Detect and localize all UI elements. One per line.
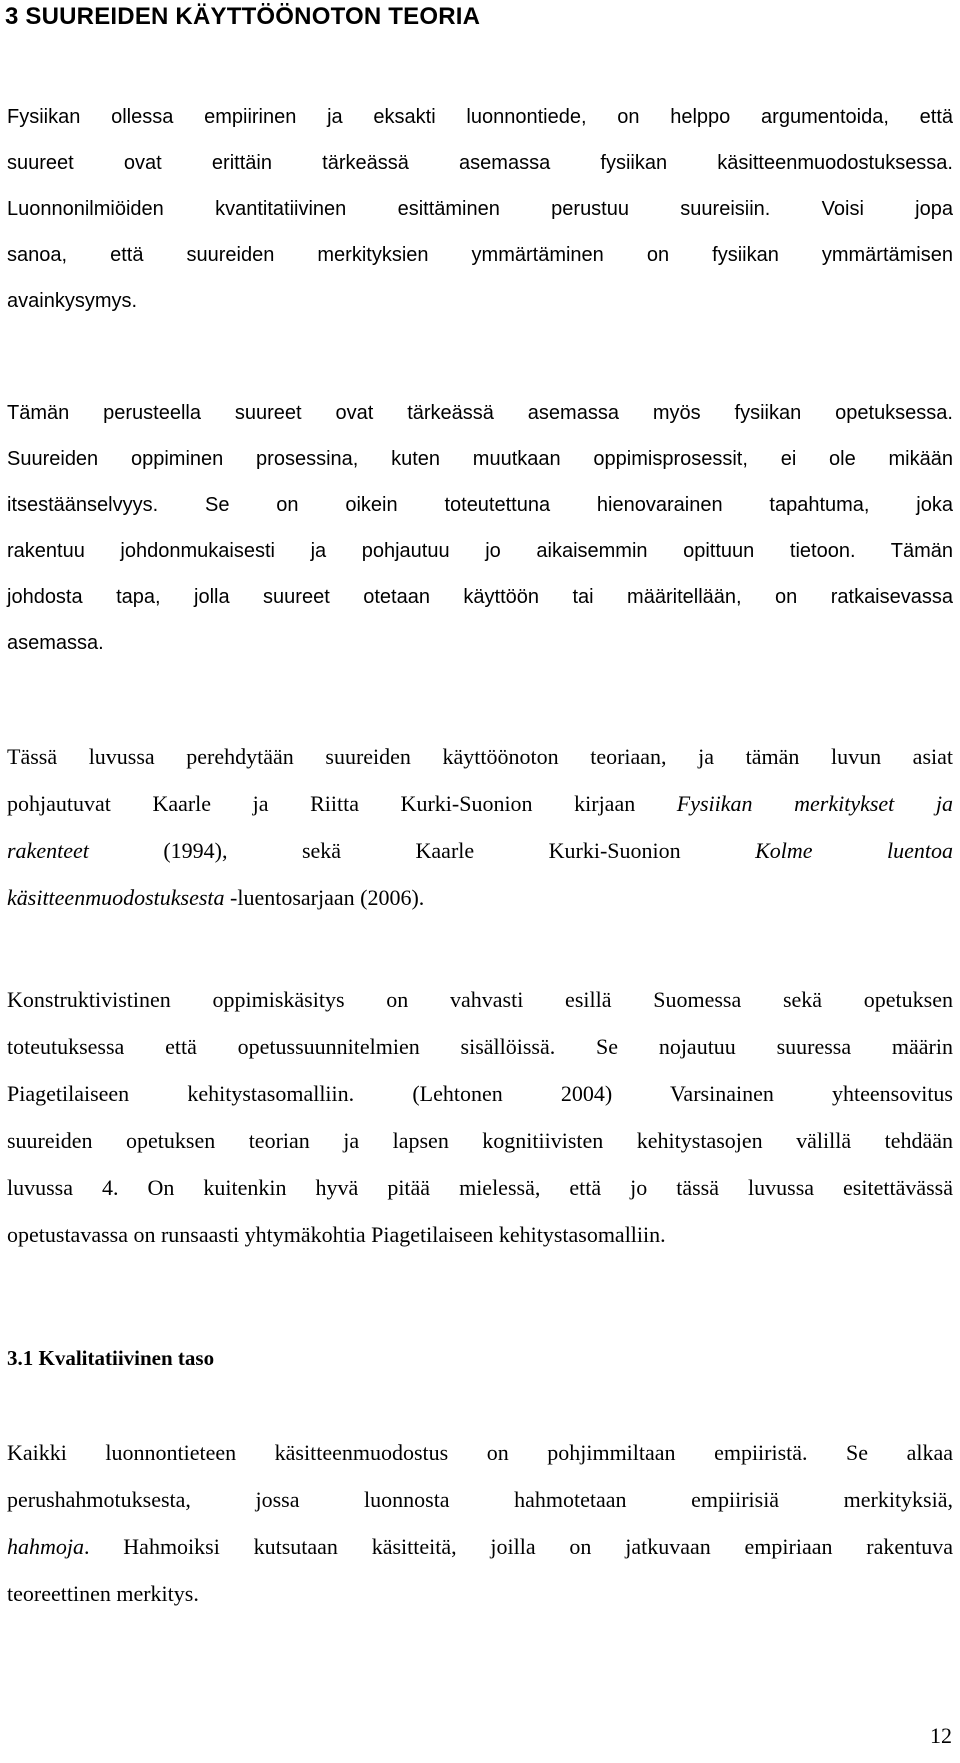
section-heading: 3.1 Kvalitatiivinen taso — [7, 1346, 215, 1370]
text-run: (1994), sekä Kaarle Kurki-Suonion — [163, 838, 681, 863]
paragraph-line: avainkysymys. — [7, 290, 138, 312]
paragraph-line: Fysiikan ollessa empiirinen ja eksakti luonnontiede, on helppo argumentoida, että — [7, 106, 953, 128]
text-run: . Hahmoiksi kutsutaan käsitteitä, joilla on jatkuvaan empiriaan rakentuva — [84, 1534, 953, 1559]
paragraph-line: itsestäänselvyys. Se on oikein toteutettuna hienovarainen tapahtuma, joka — [7, 494, 953, 516]
paragraph-qualitative — [7, 1429, 953, 1617]
paragraph-constructivism — [7, 976, 953, 1258]
paragraph-line: suureiden opetuksen teorian ja lapsen kognitiivisten kehitystasojen välillä tehdään — [7, 1128, 953, 1153]
paragraph-line — [7, 874, 953, 921]
paragraph-line: asemassa. — [7, 632, 104, 654]
paragraph-line: opetustavassa on runsaasti yhtymäkohtia Piagetilaiseen kehitystasomalliin. — [7, 1222, 666, 1247]
paragraph-line — [7, 1523, 953, 1570]
paragraph-line: Konstruktivistinen oppimiskäsitys on vahvasti esillä Suomessa sekä opetuksen — [7, 987, 953, 1012]
paragraph-teaching — [7, 390, 953, 666]
book-title-italic: Fysiikan merkitykset ja — [676, 791, 953, 816]
paragraph-line: perushahmotuksesta, jossa luonnosta hahmotetaan empiirisiä merkityksiä, — [7, 1487, 953, 1512]
paragraph-line — [7, 827, 953, 874]
paragraph-line: luvussa 4. On kuitenkin hyvä pitää mielessä, että jo tässä luvussa esitettävässä — [7, 1175, 953, 1200]
paragraph-line: Tässä luvussa perehdytään suureiden käyttöönoton teoriaan, ja tämän luvun asiat — [7, 744, 953, 769]
paragraph-line: suureet ovat erittäin tärkeässä asemassa fysiikan käsitteenmuodostuksessa. — [7, 152, 953, 174]
paragraph-line: Kaikki luonnontieteen käsitteenmuodostus on pohjimmiltaan empiiristä. Se alkaa — [7, 1440, 953, 1465]
paragraph-line: Luonnonilmiöiden kvantitatiivinen esittäminen perustuu suureisiin. Voisi jopa — [7, 198, 953, 220]
paragraph-line: Tämän perusteella suureet ovat tärkeässä asemassa myös fysiikan opetuksessa. — [7, 402, 953, 424]
text-run: -luentosarjaan (2006). — [230, 885, 425, 910]
lecture-title-italic: käsitteenmuodostuksesta — [7, 885, 225, 910]
paragraph-line — [7, 780, 953, 827]
lecture-title-italic: Kolme luentoa — [755, 838, 954, 863]
paragraph-line: Piagetilaiseen kehitystasomalliin. (Lehtonen 2004) Varsinainen yhteensovitus — [7, 1081, 953, 1106]
paragraph-sources — [7, 733, 953, 921]
paragraph-line: rakentuu johdonmukaisesti ja pohjautuu jo aikaisemmin opittuun tietoon. Tämän — [7, 540, 953, 562]
paragraph-line: Suureiden oppiminen prosessina, kuten muutkaan oppimisprosessit, ei ole mikään — [7, 448, 953, 470]
paragraph-line: teoreettinen merkitys. — [7, 1581, 199, 1606]
page-number: 12 — [930, 1723, 952, 1748]
paragraph-line: johdosta tapa, jolla suureet otetaan käyttöön tai määritellään, on ratkaisevassa — [7, 586, 953, 608]
book-title-italic: rakenteet — [7, 838, 89, 863]
paragraph-intro — [7, 94, 953, 324]
paragraph-line: sanoa, että suureiden merkityksien ymmärtäminen on fysiikan ymmärtämisen — [7, 244, 953, 266]
text-run: pohjautuvat Kaarle ja Riitta Kurki-Suonion kirjaan — [7, 791, 636, 816]
chapter-heading: 3 SUUREIDEN KÄYTTÖÖNOTON TEORIA — [5, 3, 481, 30]
paragraph-line: toteutuksessa että opetussuunnitelmien sisällöissä. Se nojautuu suuressa määrin — [7, 1034, 953, 1059]
term-italic: hahmoja — [7, 1534, 84, 1559]
